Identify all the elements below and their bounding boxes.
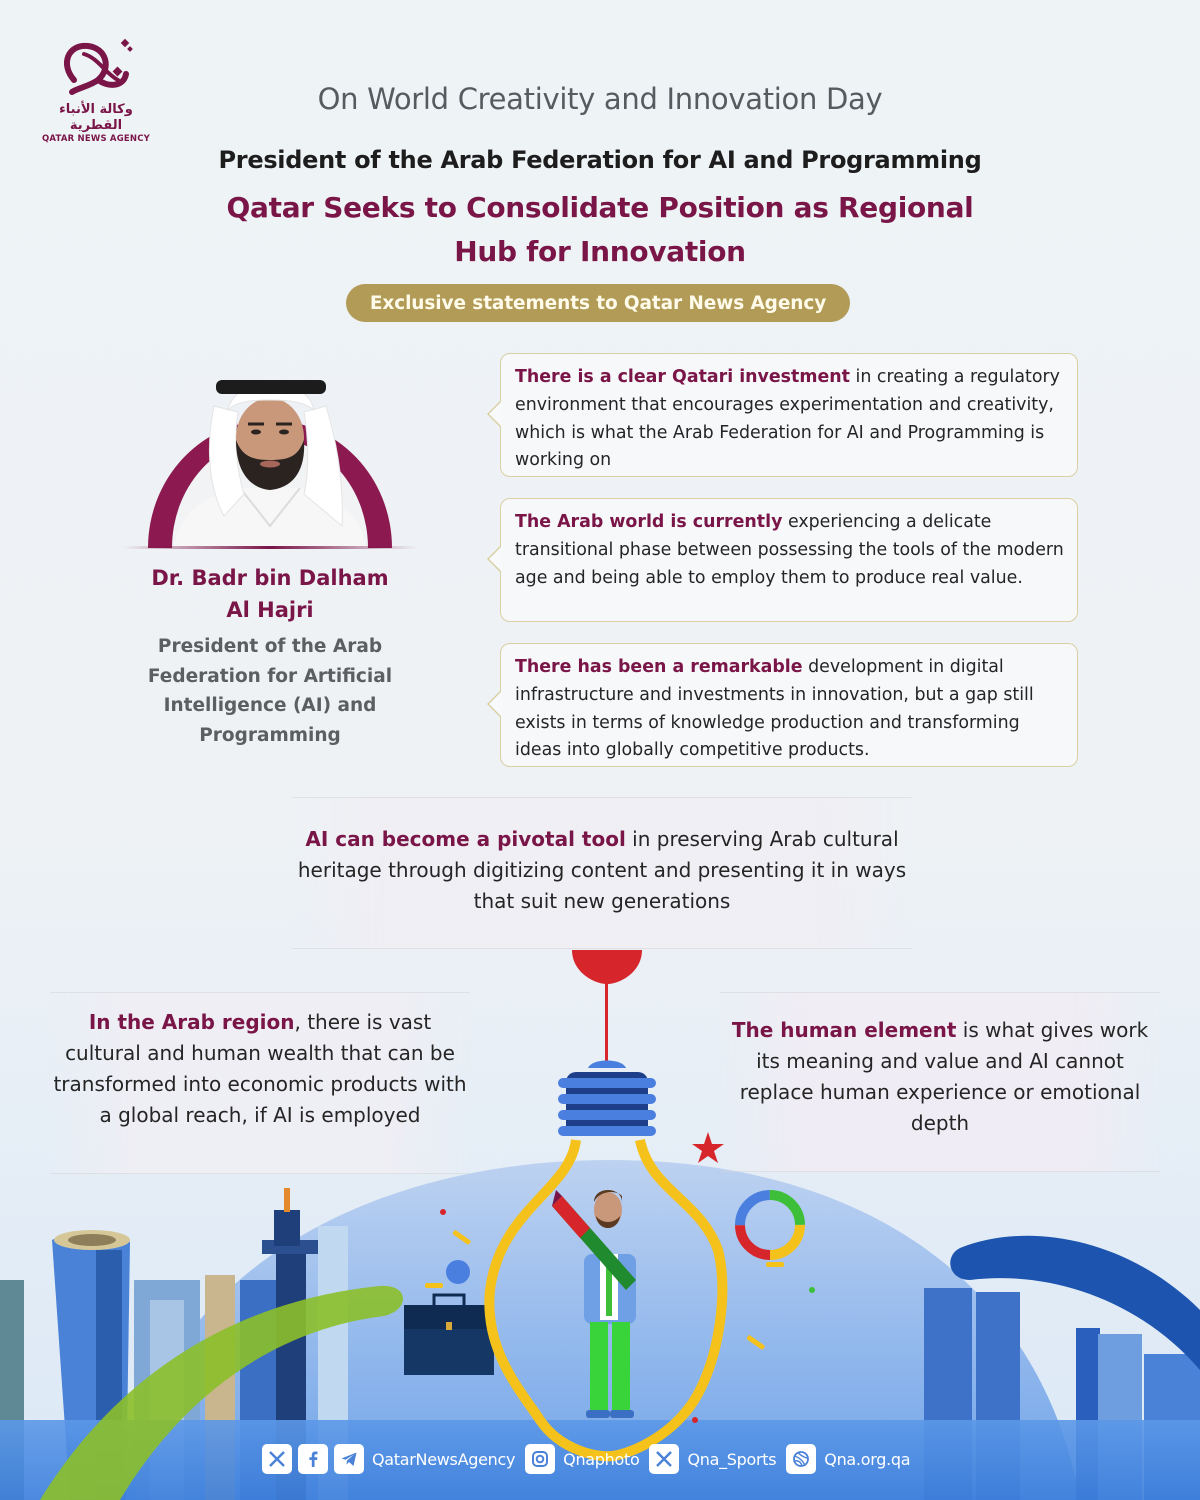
logo-arabic-name: وكالة الأنباء القطرية	[59, 102, 133, 133]
facebook-icon[interactable]	[298, 1444, 328, 1474]
subheading: President of the Arab Federation for AI and Programming	[218, 146, 982, 174]
person-title-line: Federation for Artificial	[147, 665, 393, 687]
statement-text: experiencing a delicate transitional phase between possessing the tools of the modern age and being able to employ them to produce real value.	[515, 512, 1064, 588]
kicker-title: On World Creativity and Innovation Day	[317, 82, 883, 116]
telegram-icon[interactable]	[334, 1444, 364, 1474]
globe-icon[interactable]	[786, 1444, 816, 1474]
quote-highlight: In the Arab region	[88, 1010, 295, 1034]
statement-highlight: There has been a remarkable	[515, 657, 803, 677]
quote-right	[720, 992, 1160, 1172]
social-handle-label[interactable]: Qna_Sports	[687, 1449, 777, 1469]
portrait-photo	[120, 376, 420, 552]
social-handle-label[interactable]: Qnaphoto	[563, 1449, 640, 1469]
person-title-line: President of the Arab	[157, 636, 383, 657]
statement-highlight: The Arab world is currently	[515, 512, 783, 532]
x-icon[interactable]	[262, 1444, 292, 1474]
person-name	[120, 562, 420, 626]
quote-center	[292, 797, 912, 949]
statement-bubble-1	[500, 353, 1078, 477]
statement-bubble-3	[500, 643, 1078, 767]
quote-text: is what gives work its meaning and value and AI cannot replace human experience or emotional depth	[739, 1018, 1149, 1135]
portrait-divider	[122, 546, 418, 549]
statement-highlight: There is a clear Qatari investment	[515, 367, 850, 387]
person-title-line: Programming	[199, 724, 341, 746]
exclusive-statements-badge: Exclusive statements to Qatar News Agency	[346, 284, 850, 322]
social-handle-label[interactable]: Qna.org.qa	[824, 1449, 911, 1469]
social-handle-label[interactable]: QatarNewsAgency	[372, 1449, 516, 1469]
quote-highlight: The human element	[731, 1018, 957, 1042]
quote-text: , there is vast cultural and human wealth that can be transformed into economic products with a global reach, if AI is employed	[53, 1010, 467, 1127]
person-title	[120, 632, 420, 750]
instagram-icon[interactable]	[525, 1444, 555, 1474]
quote-text: in preserving Arab cultural heritage through digitizing content and presenting it in ways that suit new generations	[297, 827, 907, 913]
x-icon[interactable]	[649, 1444, 679, 1474]
headline	[200, 186, 1000, 274]
statement-text: in creating a regulatory environment that encourages experimentation and creativity, which is what the Arab Federation for AI and Programming is working on	[515, 367, 1060, 471]
quote-highlight: AI can become a pivotal tool	[305, 827, 626, 851]
person-name-line-1: Dr. Badr bin Dalham	[151, 566, 389, 590]
person-title-line: Intelligence (AI) and	[163, 695, 377, 716]
headline-line-1: Qatar Seeks to Consolidate Position as Regional	[226, 191, 974, 224]
person-name-line-2: Al Hajri	[226, 598, 314, 622]
social-footer	[262, 1442, 914, 1476]
headline-line-2: Hub for Innovation	[454, 235, 746, 268]
statement-bubble-2	[500, 498, 1078, 622]
statement-text: development in digital infrastructure and investments in innovation, but a gap still exists in terms of knowledge production and transforming ideas into globally competitive products.	[515, 657, 1034, 761]
logo-english-name: QATAR NEWS AGENCY	[41, 134, 150, 144]
quote-left	[50, 992, 470, 1174]
